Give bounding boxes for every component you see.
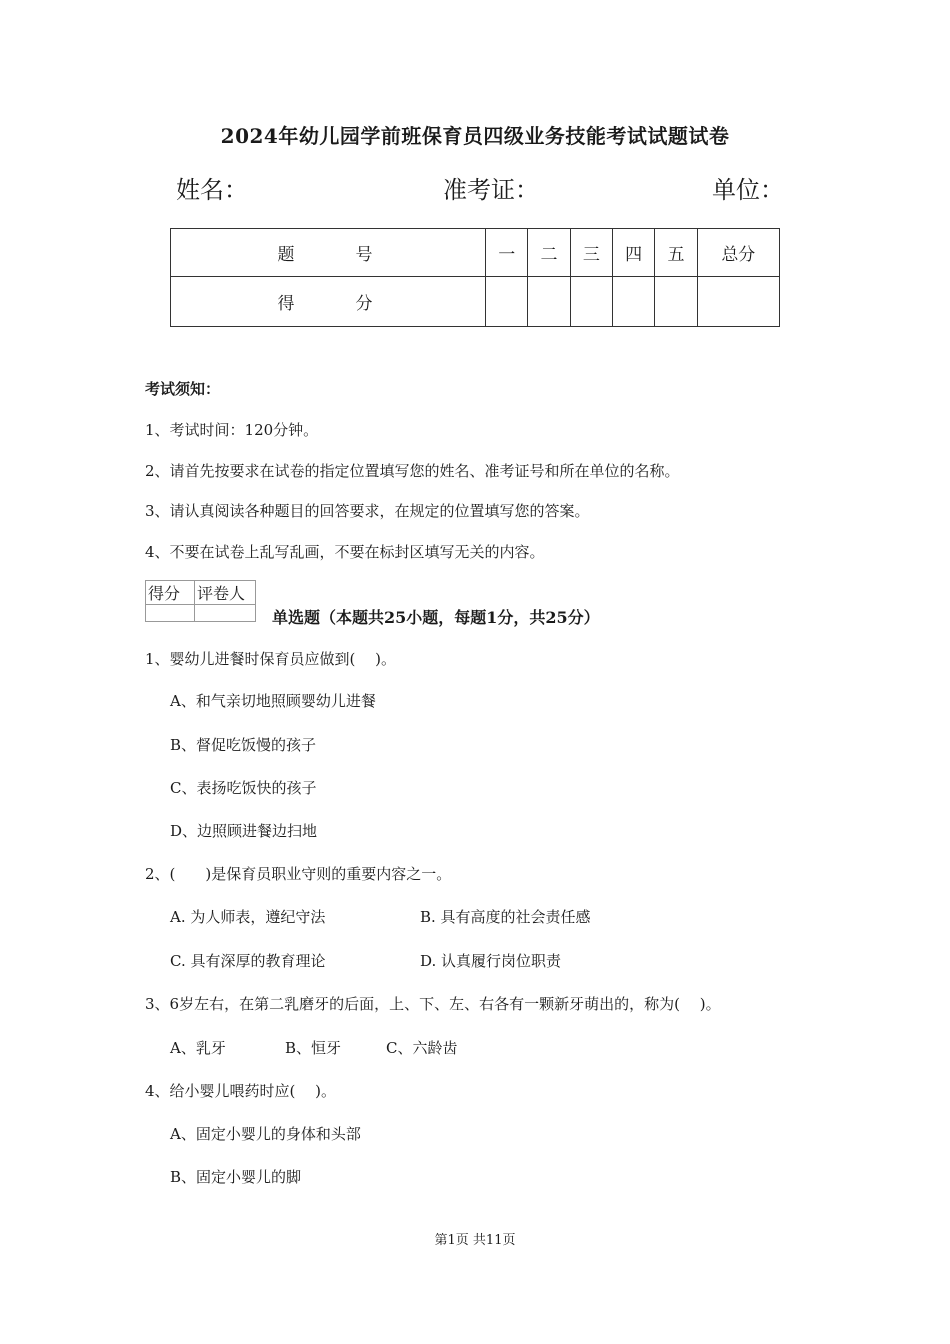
score-table-header-row xyxy=(171,229,780,277)
notice-item: 1、考试时间：120分钟。 xyxy=(145,421,319,439)
grader-name-cell[interactable] xyxy=(195,605,256,622)
question-number-header: 题 号 xyxy=(171,229,486,277)
answer-option: A、和气亲切地照顾婴幼儿进餐 xyxy=(170,692,376,710)
exam-title: 2024年幼儿园学前班保育员四级业务技能考试试题试卷 xyxy=(220,124,730,148)
notice-item: 2、请首先按要求在试卷的指定位置填写您的姓名、准考证号和所在单位的名称。 xyxy=(145,462,680,480)
notice-title: 考试须知： xyxy=(145,380,221,398)
page-footer: 第1页 共11页 xyxy=(434,1233,516,1248)
section-1-header: 一 xyxy=(486,229,528,277)
score-cell[interactable] xyxy=(613,277,655,327)
answer-option: C、六龄齿 xyxy=(386,1039,458,1057)
answer-option: A. 为人师表，遵纪守法 xyxy=(170,908,326,926)
section-2-header: 二 xyxy=(528,229,570,277)
section-3-header: 三 xyxy=(570,229,612,277)
score-table xyxy=(170,228,780,327)
section-5-header: 五 xyxy=(655,229,697,277)
score-cell[interactable] xyxy=(570,277,612,327)
score-row-label: 得 分 xyxy=(171,277,486,327)
score-cell[interactable] xyxy=(486,277,528,327)
answer-option: B、恒牙 xyxy=(285,1039,342,1057)
answer-option: C. 具有深厚的教育理论 xyxy=(170,952,326,970)
question-stem: 2、( )是保育员职业守则的重要内容之一。 xyxy=(145,865,452,883)
grader-score-cell[interactable] xyxy=(146,605,195,622)
grader-name-label: 评卷人 xyxy=(195,581,256,605)
score-cell[interactable] xyxy=(528,277,570,327)
question-stem: 1、婴幼儿进餐时保育员应做到( )。 xyxy=(145,650,397,668)
exam-number-label: 准考证： xyxy=(443,176,539,204)
notice-item: 4、不要在试卷上乱写乱画，不要在标封区填写无关的内容。 xyxy=(145,543,545,561)
answer-option: A、乳牙 xyxy=(170,1039,226,1057)
score-table-score-row xyxy=(171,277,780,327)
score-cell[interactable] xyxy=(655,277,697,327)
grader-box xyxy=(145,580,256,622)
name-label: 姓名： xyxy=(176,176,248,204)
answer-option: C、表扬吃饭快的孩子 xyxy=(170,779,317,797)
unit-label: 单位： xyxy=(712,176,784,204)
answer-option: A、固定小婴儿的身体和头部 xyxy=(170,1125,361,1143)
question-stem: 4、给小婴儿喂药时应( )。 xyxy=(145,1082,337,1100)
total-header: 总分 xyxy=(697,229,779,277)
section-title: 单选题（本题共25小题，每题1分，共25分） xyxy=(272,608,600,627)
answer-option: B. 具有高度的社会责任感 xyxy=(420,908,591,926)
notice-item: 3、请认真阅读各种题目的回答要求，在规定的位置填写您的答案。 xyxy=(145,502,590,520)
question-stem: 3、6岁左右，在第二乳磨牙的后面，上、下、左、右各有一颗新牙萌出的，称为( )。 xyxy=(145,995,721,1013)
answer-option: D. 认真履行岗位职责 xyxy=(420,952,562,970)
section-4-header: 四 xyxy=(613,229,655,277)
answer-option: B、督促吃饭慢的孩子 xyxy=(170,736,317,754)
grader-score-label: 得分 xyxy=(146,581,195,605)
total-score-cell[interactable] xyxy=(697,277,779,327)
answer-option: D、边照顾进餐边扫地 xyxy=(170,822,318,840)
answer-option: B、固定小婴儿的脚 xyxy=(170,1168,302,1186)
